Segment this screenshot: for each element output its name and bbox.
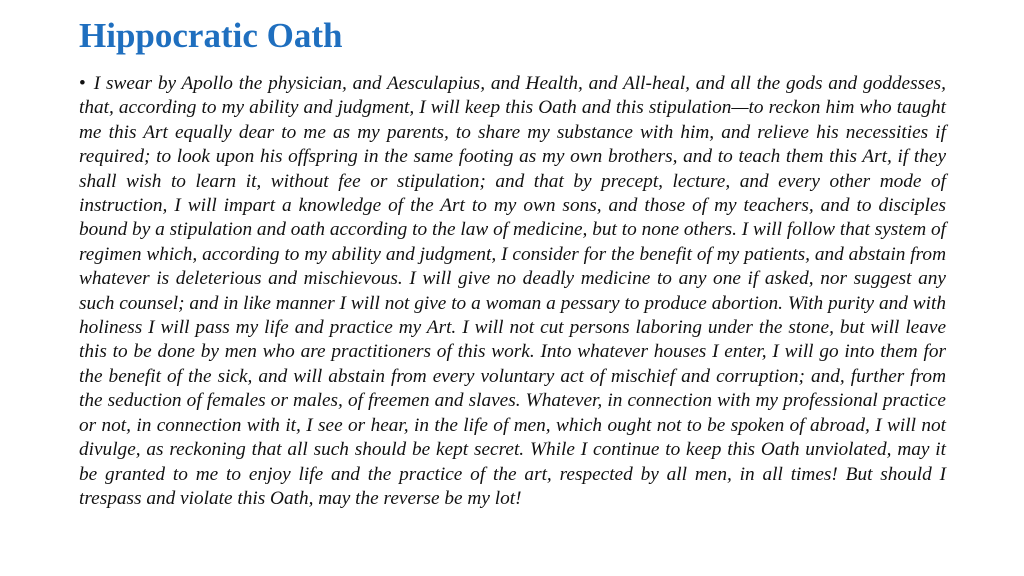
bullet-icon: • [79,73,86,94]
slide-title: Hippocratic Oath [79,16,343,55]
oath-text: I swear by Apollo the physician, and Aesculapius, and Health, and All-heal, and all the gods and goddesses, that, according to my ability and judgment, I will keep this Oath and this stipulation—to reckon him who taught me this Art equally dear to me as my parents, to share my substance with him, and relieve his necessities if required; to look upon his offspring in the same footing as my own brothers, and to teach them this Art, if they shall wish to learn it, without fee or stipulation; and that by precept, lecture, and every other mode of instruction, I will impart a knowledge of the Art to my own sons, and those of my teachers, and to disciples bound by a stipulation and oath according to the law of medicine, but to none others. I will follow that system of regimen which, according to my ability and judgment, I consider for the benefit of my patients, and abstain from whatever is deleterious and mischievous. I will give no deadly medicine to any one if asked, nor suggest any such counsel; and in like manner I will not give to a woman a pessary to produce abortion. With purity and with holiness I will pass my life and practice my Art. I will not cut persons laboring under the stone, but will leave this to be done by men who are practitioners of this work. Into whatever houses I enter, I will go into them for the benefit of the sick, and will abstain from every voluntary act of mischief and corruption; and, further from the seduction of females or males, of freemen and slaves. Whatever, in connection with my professional practice or not, in connection with it, I see or hear, in the life of men, which ought not to be spoken of abroad, I will not divulge, as reckoning that all such should be kept secret. While I continue to keep this Oath unviolated, may it be granted to me to enjoy life and the practice of the art, respected by all men, in all times! But should I trespass and violate this Oath, may the reverse be my lot! [79,73,946,509]
oath-paragraph [79,72,946,511]
